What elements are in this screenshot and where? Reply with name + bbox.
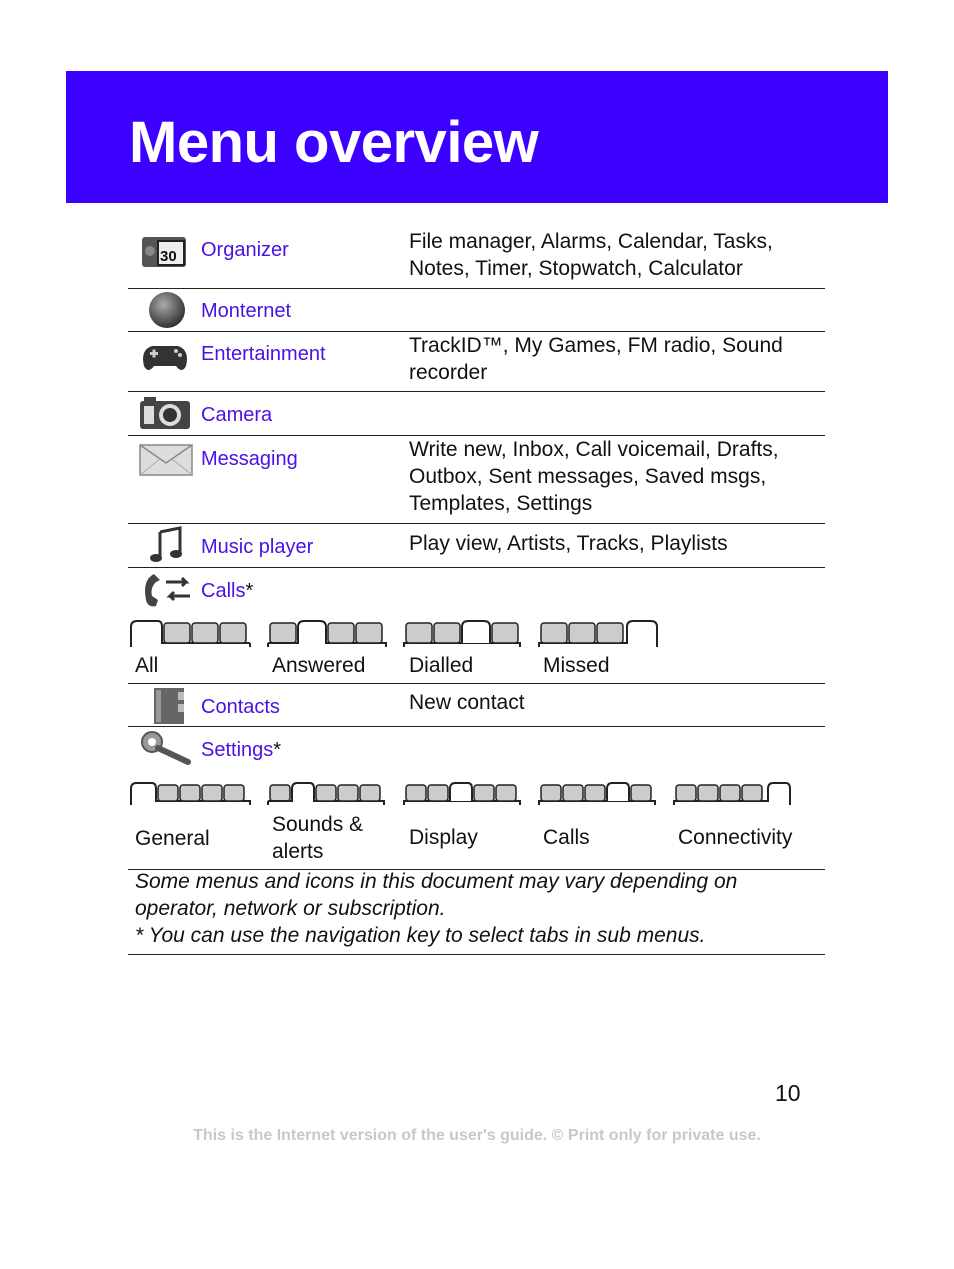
music-note-icon [136,526,194,566]
menu-row-organizer [128,223,825,289]
menu-desc-music-player: Play view, Artists, Tracks, Playlists [409,532,728,555]
menu-label-entertainment[interactable]: Entertainment [201,343,326,365]
menu-row-music-player [128,524,825,568]
calls-tab-dialled-icon [402,619,526,649]
menu-label-organizer[interactable]: Organizer [201,239,289,261]
globe-icon [136,290,194,330]
settings-tab-sounds-icon [266,781,390,807]
camera-icon [136,393,194,433]
settings-wrench-icon [136,728,194,768]
menu-row-calls [128,568,825,684]
calls-tab-answered[interactable]: Answered [272,654,366,677]
menu-label-settings[interactable]: Settings* [201,739,282,761]
gamepad-icon [136,336,194,376]
menu-row-monternet [128,289,825,332]
calls-tab-all[interactable]: All [135,654,159,677]
settings-tab-general-icon [130,781,254,807]
page-title: Menu overview [129,110,539,175]
menu-table [128,223,825,870]
menu-row-contacts [128,684,825,727]
settings-tab-general[interactable]: General [135,827,210,850]
settings-tab-connectivity-icon [672,781,796,807]
settings-tab-calls-icon [537,781,661,807]
footer-disclaimer: This is the Internet version of the user's guide. © Print only for private use. [193,1127,761,1144]
menu-row-entertainment [128,332,825,392]
settings-tab-display-icon [402,781,526,807]
calls-tab-missed-icon [537,619,661,649]
calls-icon [136,570,194,610]
svg-text:30: 30 [160,248,177,265]
menu-desc-messaging: Write new, Inbox, Call voicemail, Drafts, Outbox, Sent messages, Saved msgs, Templates, Settings [409,438,779,515]
envelope-icon [136,439,194,479]
settings-tab-calls[interactable]: Calls [543,826,590,849]
settings-tab-sounds-alerts[interactable]: Sounds & alerts [272,813,364,863]
calls-tab-missed[interactable]: Missed [543,654,610,677]
menu-desc-entertainment: TrackID™, My Games, FM radio, Sound recorder [409,334,783,384]
footnote-navigation: * You can use the navigation key to select tabs in sub menus. [135,924,706,947]
menu-label-camera[interactable]: Camera [201,404,273,426]
menu-label-messaging[interactable]: Messaging [201,448,298,470]
footnote [135,868,815,949]
menu-desc-organizer: File manager, Alarms, Calendar, Tasks, Notes, Timer, Stopwatch, Calculator [409,230,773,280]
contacts-icon [136,686,194,726]
menu-desc-contacts: New contact [409,691,525,714]
organizer-icon [136,231,194,271]
menu-label-calls[interactable]: Calls* [201,580,254,602]
calls-tab-answered-icon [266,619,390,649]
title-banner [66,71,888,203]
menu-row-camera [128,392,825,436]
footnote-variation: Some menus and icons in this document may vary depending on operator, network or subscription. [135,870,738,920]
settings-tab-connectivity[interactable]: Connectivity [678,826,793,849]
menu-row-messaging [128,436,825,524]
menu-label-music-player[interactable]: Music player [201,536,314,558]
footnote-divider [128,954,825,955]
page-number: 10 [775,1080,801,1106]
settings-tab-display[interactable]: Display [409,826,478,849]
menu-label-contacts[interactable]: Contacts [201,696,280,718]
calls-tab-dialled[interactable]: Dialled [409,654,474,677]
menu-row-settings [128,727,825,870]
calls-tab-all-icon [130,619,254,649]
menu-label-monternet[interactable]: Monternet [201,300,292,322]
